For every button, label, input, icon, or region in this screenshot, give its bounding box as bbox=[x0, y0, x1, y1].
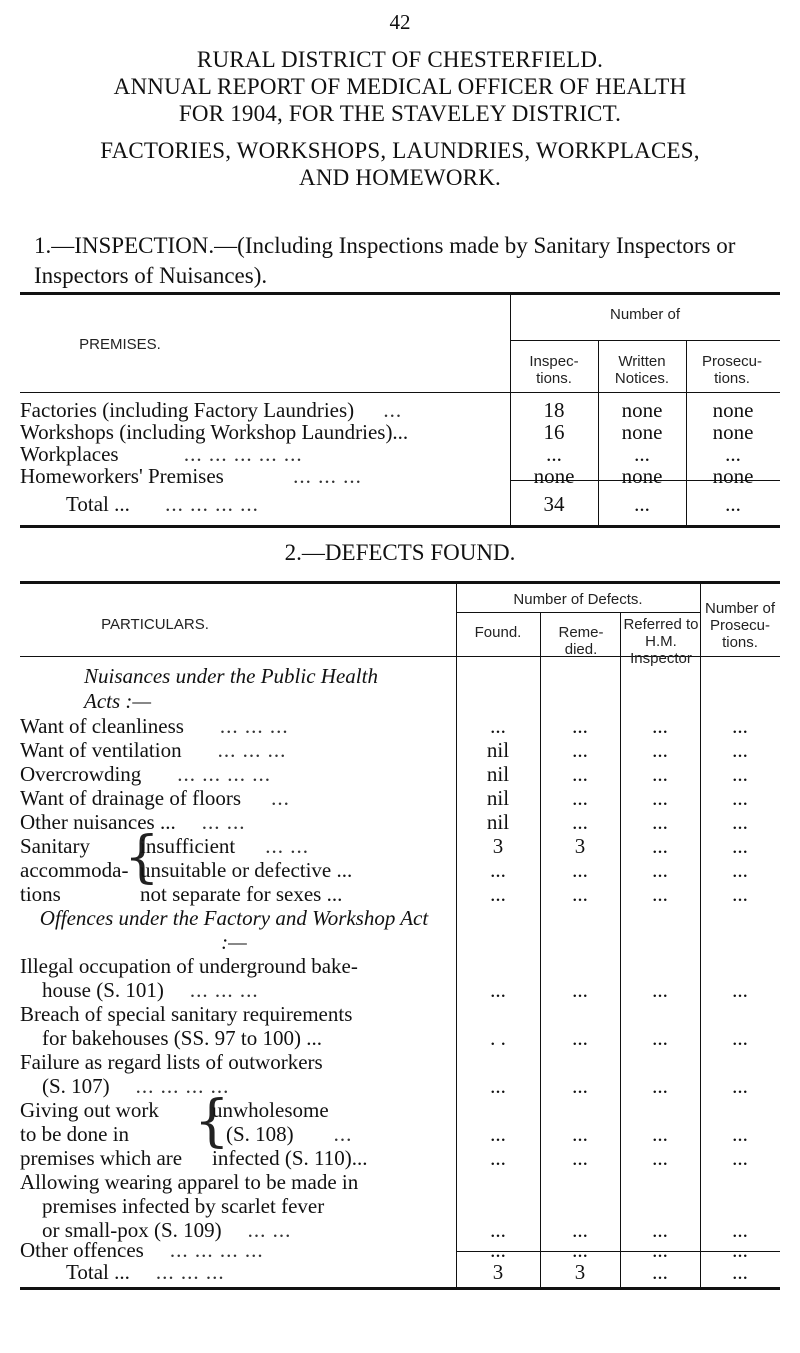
table-cell: ... bbox=[732, 1238, 748, 1262]
table-cell: ... bbox=[572, 1074, 588, 1098]
table-total-label: Total ... ... ... ... bbox=[66, 1260, 225, 1284]
table-cell: nil bbox=[486, 738, 510, 762]
col-found: Found. bbox=[474, 624, 522, 641]
table-cell: ... bbox=[732, 1146, 748, 1170]
report-heading bbox=[0, 46, 800, 191]
table-cell: ... bbox=[490, 1218, 506, 1242]
table-total-cell: 3 bbox=[492, 1260, 504, 1284]
page-number: 42 bbox=[389, 10, 411, 34]
brace-icon: { bbox=[194, 1089, 230, 1154]
table-cell: ... bbox=[652, 1218, 668, 1242]
table-row-label: for bakehouses (SS. 97 to 100) ... bbox=[42, 1026, 322, 1050]
table-row-label: house (S. 101) ... ... ... bbox=[42, 978, 259, 1002]
col-inspections: Inspec- tions. bbox=[529, 353, 579, 387]
table-cell: nil bbox=[486, 762, 510, 786]
table-cell: ... bbox=[652, 810, 668, 834]
table-cell: ... bbox=[572, 810, 588, 834]
sanitary-label-line-1: Sanitary bbox=[20, 834, 90, 858]
table-cell: ... bbox=[490, 978, 506, 1002]
heading-line-1: RURAL DISTRICT OF CHESTERFIELD. bbox=[196, 47, 604, 72]
table-total-cell: 34 bbox=[543, 492, 565, 516]
table-row-label: Workplaces ... ... ... ... ... bbox=[20, 442, 303, 466]
table-cell: ... bbox=[572, 1218, 588, 1242]
table-cell: ... bbox=[652, 786, 668, 810]
table-total-cell: ... bbox=[732, 1260, 748, 1284]
table-row-label: premises infected by scarlet fever bbox=[42, 1194, 325, 1218]
table-cell: none bbox=[621, 464, 663, 488]
table-cell: ... bbox=[652, 978, 668, 1002]
giving-out-line-2: to be done in bbox=[20, 1122, 130, 1146]
table-row-label: Failure as regard lists of outworkers bbox=[20, 1050, 323, 1074]
table-row-label: Factories (including Factory Laundries) ... bbox=[20, 398, 403, 422]
table-cell: ... bbox=[652, 882, 668, 906]
table-cell: 18 bbox=[543, 398, 565, 422]
inspection-title-text: 1.—INSPECTION.—(Including Inspections made by Sanitary Inspectors or Inspectors of Nuisances). bbox=[34, 233, 736, 288]
sanitary-label-line-3: tions bbox=[20, 882, 61, 906]
col-number-of-prosecutions: Number of Prosecu- tions. bbox=[704, 600, 776, 651]
heading-line-5: AND HOMEWORK. bbox=[299, 165, 501, 190]
table-row-label: or small-pox (S. 109) ... ... bbox=[42, 1218, 292, 1242]
table-cell: ... bbox=[652, 1074, 668, 1098]
table-cell: ... bbox=[490, 858, 506, 882]
heading-line-3: FOR 1904, FOR THE STAVELEY DISTRICT. bbox=[178, 101, 622, 126]
table-cell: ... bbox=[732, 738, 748, 762]
col-prosecutions: Prosecu- tions. bbox=[701, 353, 763, 387]
table-cell: ... bbox=[732, 834, 748, 858]
table-row-label: Breach of special sanitary requirements bbox=[20, 1002, 353, 1026]
table-cell: ... bbox=[572, 762, 588, 786]
table-cell: ... bbox=[490, 714, 506, 738]
col-written-notices: Written Notices. bbox=[614, 353, 670, 387]
table-cell: ... bbox=[732, 1122, 748, 1146]
table-cell: ... bbox=[572, 1026, 588, 1050]
table-cell: ... bbox=[572, 738, 588, 762]
table-cell: ... bbox=[572, 1122, 588, 1146]
heading-line-2: ANNUAL REPORT OF MEDICAL OFFICER OF HEALTH bbox=[113, 74, 687, 99]
table-cell: none bbox=[621, 420, 663, 444]
table-cell: ... bbox=[732, 762, 748, 786]
table-total-cell: ... bbox=[634, 492, 650, 516]
table-cell: 3 bbox=[574, 834, 586, 858]
table-cell: ... bbox=[572, 714, 588, 738]
table-cell: ... bbox=[572, 1238, 588, 1262]
table-cell: ... bbox=[732, 978, 748, 1002]
table-cell: none bbox=[712, 398, 754, 422]
table-cell: none bbox=[712, 464, 754, 488]
table-cell: nil bbox=[486, 810, 510, 834]
table-total-cell: ... bbox=[652, 1260, 668, 1284]
table-cell: none bbox=[533, 464, 575, 488]
table-cell: ... bbox=[652, 762, 668, 786]
table-total-label: Total ... ... ... ... ... bbox=[66, 492, 259, 516]
table-cell: 3 bbox=[492, 834, 504, 858]
premises-header: PREMISES. bbox=[79, 336, 161, 353]
table-cell: 16 bbox=[543, 420, 565, 444]
section-factory: Offences under the Factory and Workshop Act :— bbox=[39, 906, 429, 954]
table1-header-rule bbox=[20, 392, 780, 393]
table-cell: ... bbox=[490, 1122, 506, 1146]
table-cell: ... bbox=[490, 882, 506, 906]
table-row-label: Other offences ... ... ... ... bbox=[20, 1238, 264, 1262]
table-cell: ... bbox=[572, 1146, 588, 1170]
table-row-label: Homeworkers' Premises ... ... ... bbox=[20, 464, 362, 488]
defects-title: 2.—DEFECTS FOUND. bbox=[284, 540, 516, 565]
table-cell: ... bbox=[546, 442, 562, 466]
section-public-health: Nuisances under the Public Health Acts :— bbox=[84, 664, 378, 713]
col-remedied: Reme- died. bbox=[558, 624, 604, 658]
table-row-label: Overcrowding ... ... ... ... bbox=[20, 762, 272, 786]
giving-out-line-1: Giving out work bbox=[20, 1098, 159, 1122]
table-cell: ... bbox=[652, 714, 668, 738]
table-row-label: unsuitable or defective ... bbox=[140, 858, 353, 882]
table-cell: ... bbox=[732, 1074, 748, 1098]
table-row-label: insufficient ... ... bbox=[140, 834, 310, 858]
table-cell: ... bbox=[652, 858, 668, 882]
table-cell: ... bbox=[634, 442, 650, 466]
table-row-label: Want of cleanliness ... ... ... bbox=[20, 714, 289, 738]
table-cell: ... bbox=[652, 738, 668, 762]
table-cell: ... bbox=[652, 1026, 668, 1050]
col-referred: Referred to H.M. Inspector bbox=[623, 616, 699, 667]
inspection-title bbox=[34, 231, 774, 291]
brace-icon: { bbox=[124, 825, 160, 890]
table-cell: nil bbox=[486, 786, 510, 810]
table-cell: ... bbox=[572, 858, 588, 882]
sanitary-label-line-2: accommoda- bbox=[20, 858, 129, 882]
number-of-defects-header: Number of Defects. bbox=[513, 591, 643, 608]
table-cell: ... bbox=[572, 786, 588, 810]
table2-vline-1 bbox=[456, 584, 457, 1288]
table-cell: ... bbox=[572, 978, 588, 1002]
table1-bottom-rule bbox=[20, 525, 780, 528]
table2-bottom-rule bbox=[20, 1287, 780, 1290]
table-cell: . . bbox=[490, 1026, 506, 1050]
table-row-label: Other nuisances ... ... ... bbox=[20, 810, 246, 834]
number-of-header: Number of bbox=[609, 306, 681, 323]
heading-line-4: FACTORIES, WORKSHOPS, LAUNDRIES, WORKPLACES, bbox=[100, 138, 700, 163]
table-cell: ... bbox=[490, 1238, 506, 1262]
table-cell: ... bbox=[732, 714, 748, 738]
table-cell: ... bbox=[732, 810, 748, 834]
table-cell: none bbox=[712, 420, 754, 444]
table-cell: ... bbox=[732, 882, 748, 906]
table-cell: ... bbox=[732, 786, 748, 810]
table-total-cell: 3 bbox=[574, 1260, 586, 1284]
table-row-label: Want of drainage of floors ... bbox=[20, 786, 290, 810]
table-cell: ... bbox=[732, 858, 748, 882]
table-cell: ... bbox=[652, 1238, 668, 1262]
table-row-label: Want of ventilation ... ... ... bbox=[20, 738, 287, 762]
giving-out-line-3: premises which are bbox=[20, 1146, 183, 1170]
table-row-label: not separate for sexes ... bbox=[140, 882, 343, 906]
table-cell: none bbox=[621, 398, 663, 422]
table1-top-rule bbox=[20, 292, 780, 295]
table-row-label: Allowing wearing apparel to be made in bbox=[20, 1170, 359, 1194]
table-row-label: infected (S. 110)... bbox=[212, 1146, 368, 1170]
table-cell: ... bbox=[652, 834, 668, 858]
table-total-cell: ... bbox=[725, 492, 741, 516]
table-row-label: (S. 108) ... bbox=[226, 1122, 353, 1146]
table-row-label: unwholesome bbox=[212, 1098, 329, 1122]
table-row-label: Illegal occupation of underground bake- bbox=[20, 954, 358, 978]
table-cell: ... bbox=[490, 1074, 506, 1098]
table-cell: ... bbox=[652, 1122, 668, 1146]
table2-top-rule bbox=[20, 581, 780, 584]
table-cell: ... bbox=[572, 882, 588, 906]
table-cell: ... bbox=[652, 1146, 668, 1170]
table-cell: ... bbox=[490, 1146, 506, 1170]
particulars-header: PARTICULARS. bbox=[101, 616, 209, 633]
table-row-label: Workshops (including Workshop Laundries)... bbox=[20, 420, 409, 444]
table1-sub-rule bbox=[510, 340, 780, 341]
table2-vline-4 bbox=[700, 584, 701, 1288]
table2-sub-rule bbox=[456, 612, 700, 613]
table-cell: ... bbox=[732, 1218, 748, 1242]
table-row-label: (S. 107) ... ... ... ... bbox=[42, 1074, 230, 1098]
table-cell: ... bbox=[725, 442, 741, 466]
table-cell: ... bbox=[732, 1026, 748, 1050]
